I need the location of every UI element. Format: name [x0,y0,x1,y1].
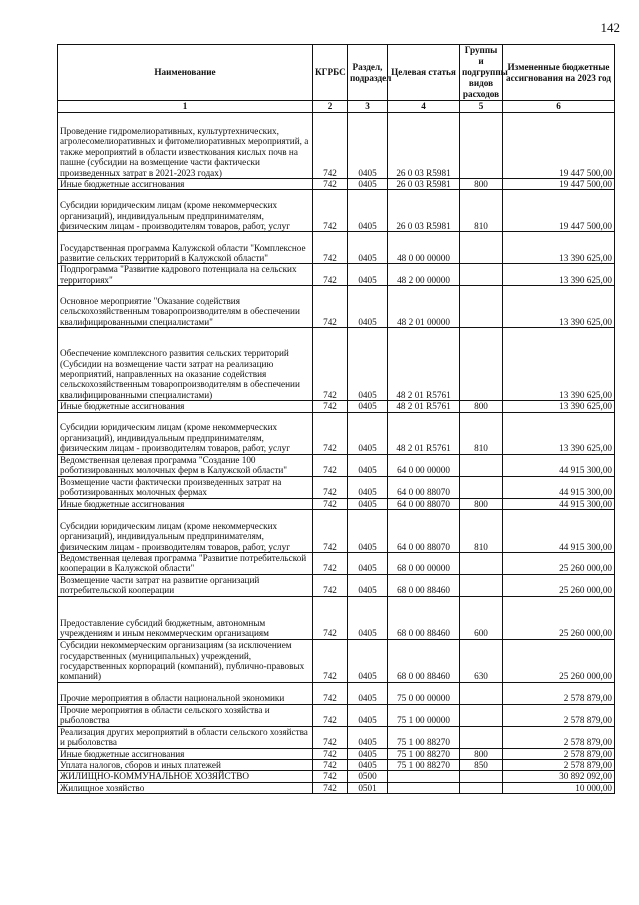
row-target: 68 0 00 00000 [388,553,460,575]
row-name: Уплата налогов, сборов и иных платежей [58,760,313,771]
col-number: 4 [388,101,460,113]
row-amount: 19 447 500,00 [503,190,615,232]
row-name: Возмещение части затрат на развитие организаций потребительской кооперации [58,574,313,596]
col-number: 1 [58,101,313,113]
row-amount: 2 578 879,00 [503,760,615,771]
row-name: Прочие мероприятия в области национальной экономики [58,682,313,704]
row-name: Обеспечение комплексного развития сельских территорий (Субсидии на возмещение части затрат на реализацию мероприятий, направленных на оказание содействия сельскохозяйственным товаропроизводителям в обеспечении квалифицированными специалистами) [58,328,313,401]
row-group: 850 [460,760,503,771]
row-amount: 44 915 300,00 [503,476,615,498]
row-target: 75 1 00 88270 [388,726,460,748]
row-target: 64 0 00 88070 [388,498,460,509]
row-target: 48 2 00 00000 [388,264,460,286]
row-name: Государственная программа Калужской области "Комплексное развитие сельских территорий в Калужской области" [58,232,313,264]
page-number: 142 [600,20,620,35]
row-section: 0405 [348,328,388,401]
row-amount: 2 578 879,00 [503,726,615,748]
table-row [58,574,615,596]
row-amount: 2 578 879,00 [503,682,615,704]
row-kgrbs: 742 [313,726,348,748]
header-name: Наименование [58,45,313,101]
header-groups: Группы и подгруппы видов расходов [460,45,503,101]
table-row [58,782,615,793]
row-group [460,232,503,264]
row-kgrbs: 742 [313,639,348,682]
row-section: 0405 [348,113,388,179]
row-kgrbs: 742 [313,498,348,509]
row-group [460,682,503,704]
table-row [58,760,615,771]
row-amount: 30 892 092,00 [503,771,615,782]
row-group: 810 [460,190,503,232]
row-section: 0405 [348,760,388,771]
row-name: Прочие мероприятия в области сельского хозяйства и рыболовства [58,704,313,726]
row-target: 75 1 00 88270 [388,760,460,771]
row-group [460,454,503,476]
row-name: Подпрограмма "Развитие кадрового потенциала на сельских территориях" [58,264,313,286]
row-kgrbs: 742 [313,232,348,264]
row-target: 68 0 00 88460 [388,574,460,596]
header-section: Раздел, подраздел [348,45,388,101]
row-name: Иные бюджетные ассигнования [58,748,313,759]
row-group: 630 [460,639,503,682]
row-amount: 13 390 625,00 [503,412,615,454]
row-amount: 25 260 000,00 [503,639,615,682]
row-target: 48 2 01 R5761 [388,401,460,412]
row-target: 64 0 00 88070 [388,476,460,498]
row-target: 64 0 00 00000 [388,454,460,476]
table-header-row [58,45,615,101]
row-name: Субсидии юридическим лицам (кроме некоммерческих организаций), индивидуальным предпринимателям, физическим лицам - производителям товаров, работ, услуг [58,510,313,553]
table-row [58,328,615,401]
table-row [58,286,615,328]
row-kgrbs: 742 [313,179,348,190]
row-kgrbs: 742 [313,412,348,454]
row-target: 26 0 03 R5981 [388,179,460,190]
row-kgrbs: 742 [313,771,348,782]
col-number: 5 [460,101,503,113]
row-section: 0405 [348,682,388,704]
row-group: 800 [460,748,503,759]
table-row [58,179,615,190]
row-section: 0500 [348,771,388,782]
row-amount: 44 915 300,00 [503,510,615,553]
row-section: 0405 [348,748,388,759]
row-kgrbs: 742 [313,476,348,498]
row-name: Иные бюджетные ассигнования [58,401,313,412]
table-row [58,190,615,232]
row-section: 0405 [348,726,388,748]
row-kgrbs: 742 [313,596,348,639]
row-target [388,771,460,782]
row-section: 0405 [348,179,388,190]
row-name: Предоставление субсидий бюджетным, автономным учреждениям и иным некоммерческим организациям [58,596,313,639]
table-row [58,704,615,726]
row-amount: 25 260 000,00 [503,553,615,575]
row-group [460,782,503,793]
row-group [460,726,503,748]
col-number: 3 [348,101,388,113]
row-target: 48 2 01 00000 [388,286,460,328]
row-name: Иные бюджетные ассигнования [58,498,313,509]
table-row [58,232,615,264]
row-section: 0405 [348,454,388,476]
row-amount: 25 260 000,00 [503,574,615,596]
row-section: 0405 [348,412,388,454]
row-name: Субсидии некоммерческим организациям (за исключением государственных (муниципальных) учреждений, государственных корпораций (компаний), публично-правовых компаний) [58,639,313,682]
row-target: 48 2 01 R5761 [388,328,460,401]
row-group: 800 [460,179,503,190]
row-kgrbs: 742 [313,401,348,412]
row-name: ЖИЛИЩНО-КОММУНАЛЬНОЕ ХОЗЯЙСТВО [58,771,313,782]
row-section: 0405 [348,510,388,553]
row-section: 0405 [348,639,388,682]
row-section: 0405 [348,704,388,726]
table-row [58,639,615,682]
row-amount: 44 915 300,00 [503,498,615,509]
row-amount: 10 000,00 [503,782,615,793]
row-group [460,704,503,726]
row-name: Субсидии юридическим лицам (кроме некоммерческих организаций), индивидуальным предпринимателям, физическим лицам - производителям товаров, работ, услуг [58,190,313,232]
col-number: 6 [503,101,615,113]
row-target: 68 0 00 88460 [388,596,460,639]
row-target: 48 2 01 R5761 [388,412,460,454]
row-target: 75 1 00 88270 [388,748,460,759]
table-row [58,454,615,476]
table-row [58,498,615,509]
table-row [58,748,615,759]
row-target [388,782,460,793]
table-row [58,510,615,553]
row-name: Ведомственная целевая программа "Развитие потребительской кооперации в Калужской области" [58,553,313,575]
row-target: 68 0 00 88460 [388,639,460,682]
row-kgrbs: 742 [313,682,348,704]
row-name: Субсидии юридическим лицам (кроме некоммерческих организаций), индивидуальным предпринимателям, физическим лицам - производителям товаров, работ, услуг [58,412,313,454]
row-amount: 13 390 625,00 [503,264,615,286]
row-section: 0405 [348,190,388,232]
row-name: Возмещение части фактически произведенных затрат на роботизированных молочных фермах [58,476,313,498]
row-amount: 2 578 879,00 [503,748,615,759]
row-group: 600 [460,596,503,639]
row-target: 64 0 00 88070 [388,510,460,553]
row-section: 0405 [348,286,388,328]
header-target: Целевая статья [388,45,460,101]
row-group [460,328,503,401]
row-kgrbs: 742 [313,574,348,596]
row-kgrbs: 742 [313,454,348,476]
row-group [460,553,503,575]
header-kgrbs: КГРБС [313,45,348,101]
row-target: 75 0 00 00000 [388,682,460,704]
row-kgrbs: 742 [313,782,348,793]
table-row [58,401,615,412]
col-number: 2 [313,101,348,113]
header-amount: Измененные бюджетные ассигнования на 2023 год [503,45,615,101]
row-target: 75 1 00 00000 [388,704,460,726]
budget-table [57,44,615,794]
table-row [58,412,615,454]
row-name: Проведение гидромелиоративных, культуртехнических, агролесомелиоративных и фитомелиоративных мероприятий, а также мероприятий в области известкования кислых почв на пашне (субсидии на возмещение части фактически произведенных затрат в 2021-2023 годах) [58,113,313,179]
row-section: 0405 [348,596,388,639]
row-amount: 13 390 625,00 [503,328,615,401]
row-target: 48 0 00 00000 [388,232,460,264]
row-section: 0405 [348,264,388,286]
row-group: 810 [460,510,503,553]
row-amount: 13 390 625,00 [503,232,615,264]
row-amount: 13 390 625,00 [503,401,615,412]
row-group [460,771,503,782]
column-number-row [58,101,615,113]
row-kgrbs: 742 [313,510,348,553]
row-section: 0405 [348,476,388,498]
row-group: 800 [460,498,503,509]
row-group [460,476,503,498]
row-target: 26 0 03 R5981 [388,113,460,179]
row-section: 0405 [348,553,388,575]
row-section: 0405 [348,574,388,596]
row-kgrbs: 742 [313,328,348,401]
row-section: 0405 [348,401,388,412]
row-amount: 25 260 000,00 [503,596,615,639]
table-row [58,771,615,782]
row-name: Иные бюджетные ассигнования [58,179,313,190]
row-kgrbs: 742 [313,190,348,232]
row-group: 810 [460,412,503,454]
row-kgrbs: 742 [313,264,348,286]
row-group [460,113,503,179]
row-kgrbs: 742 [313,286,348,328]
table-row [58,264,615,286]
row-group [460,286,503,328]
row-kgrbs: 742 [313,760,348,771]
row-kgrbs: 742 [313,748,348,759]
row-name: Основное мероприятие "Оказание содействия сельскохозяйственным товаропроизводителям в обеспечении квалифицированными специалистами" [58,286,313,328]
table-row [58,553,615,575]
row-amount: 19 447 500,00 [503,179,615,190]
row-group [460,264,503,286]
row-kgrbs: 742 [313,553,348,575]
row-amount: 2 578 879,00 [503,704,615,726]
row-name: Жилищное хозяйство [58,782,313,793]
row-kgrbs: 742 [313,113,348,179]
row-group: 800 [460,401,503,412]
row-section: 0501 [348,782,388,793]
table-row [58,113,615,179]
table-row [58,476,615,498]
row-section: 0405 [348,232,388,264]
row-target: 26 0 03 R5981 [388,190,460,232]
table-row [58,726,615,748]
table-row [58,682,615,704]
table-row [58,596,615,639]
row-name: Реализация других мероприятий в области сельского хозяйства и рыболовства [58,726,313,748]
row-section: 0405 [348,498,388,509]
row-name: Ведомственная целевая программа "Создание 100 роботизированных молочных ферм в Калужской области" [58,454,313,476]
row-kgrbs: 742 [313,704,348,726]
row-amount: 19 447 500,00 [503,113,615,179]
row-amount: 13 390 625,00 [503,286,615,328]
row-amount: 44 915 300,00 [503,454,615,476]
row-group [460,574,503,596]
